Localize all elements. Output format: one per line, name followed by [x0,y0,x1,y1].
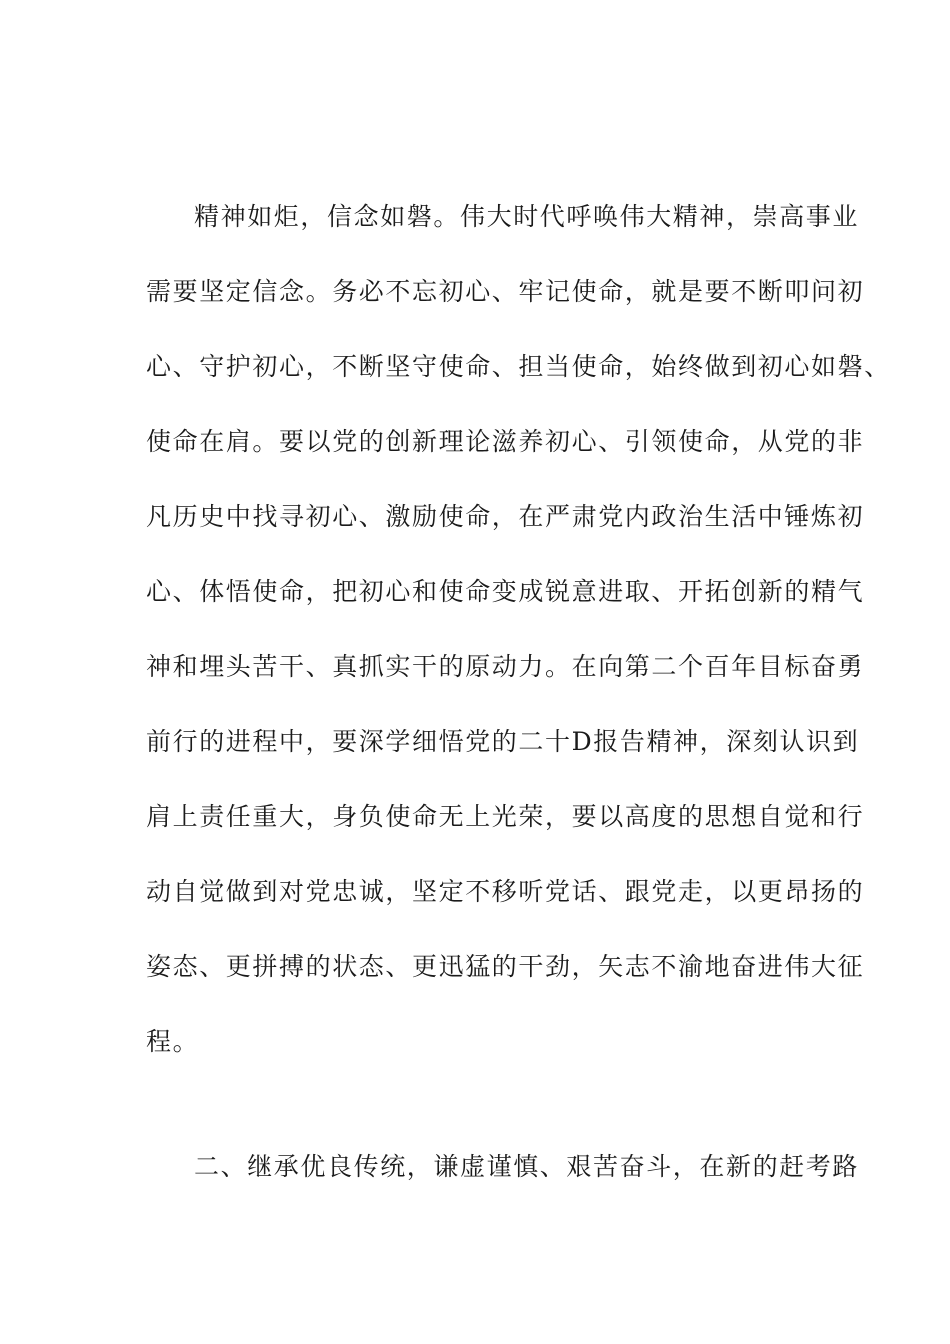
paragraph-line: 前行的进程中，要深学细悟党的二十D报告精神，深刻认识到 [146,727,860,756]
paragraph-line: 心、守护初心，不断坚守使命、担当使命，始终做到初心如磐、 [146,352,891,381]
paragraph-line: 使命在肩。要以党的创新理论滋养初心、引领使命，从党的非 [146,427,865,456]
paragraph-line: 肩上责任重大，身负使命无上光荣，要以高度的思想自觉和行 [146,802,865,831]
paragraph-line: 需要坚定信念。务必不忘初心、牢记使命，就是要不断叩问初 [146,277,865,306]
paragraph-line: 程。 [146,1027,200,1056]
paragraph-line: 神和埋头苦干、真抓实干的原动力。在向第二个百年目标奋勇 [146,652,865,681]
section-heading: 二、继承优良传统，谦虚谨慎、艰苦奋斗，在新的赶考路 [194,1152,860,1181]
paragraph-line: 姿态、更拼搏的状态、更迅猛的干劲，矢志不渝地奋进伟大征 [146,952,865,981]
paragraph-line: 动自觉做到对党忠诚，坚定不移听党话、跟党走，以更昂扬的 [146,877,865,906]
paragraph-line: 精神如炬，信念如磐。伟大时代呼唤伟大精神，崇高事业 [194,202,860,231]
paragraph-line: 凡历史中找寻初心、激励使命，在严肃党内政治生活中锤炼初 [146,502,865,531]
paragraph-line: 心、体悟使命，把初心和使命变成锐意进取、开拓创新的精气 [146,577,865,606]
